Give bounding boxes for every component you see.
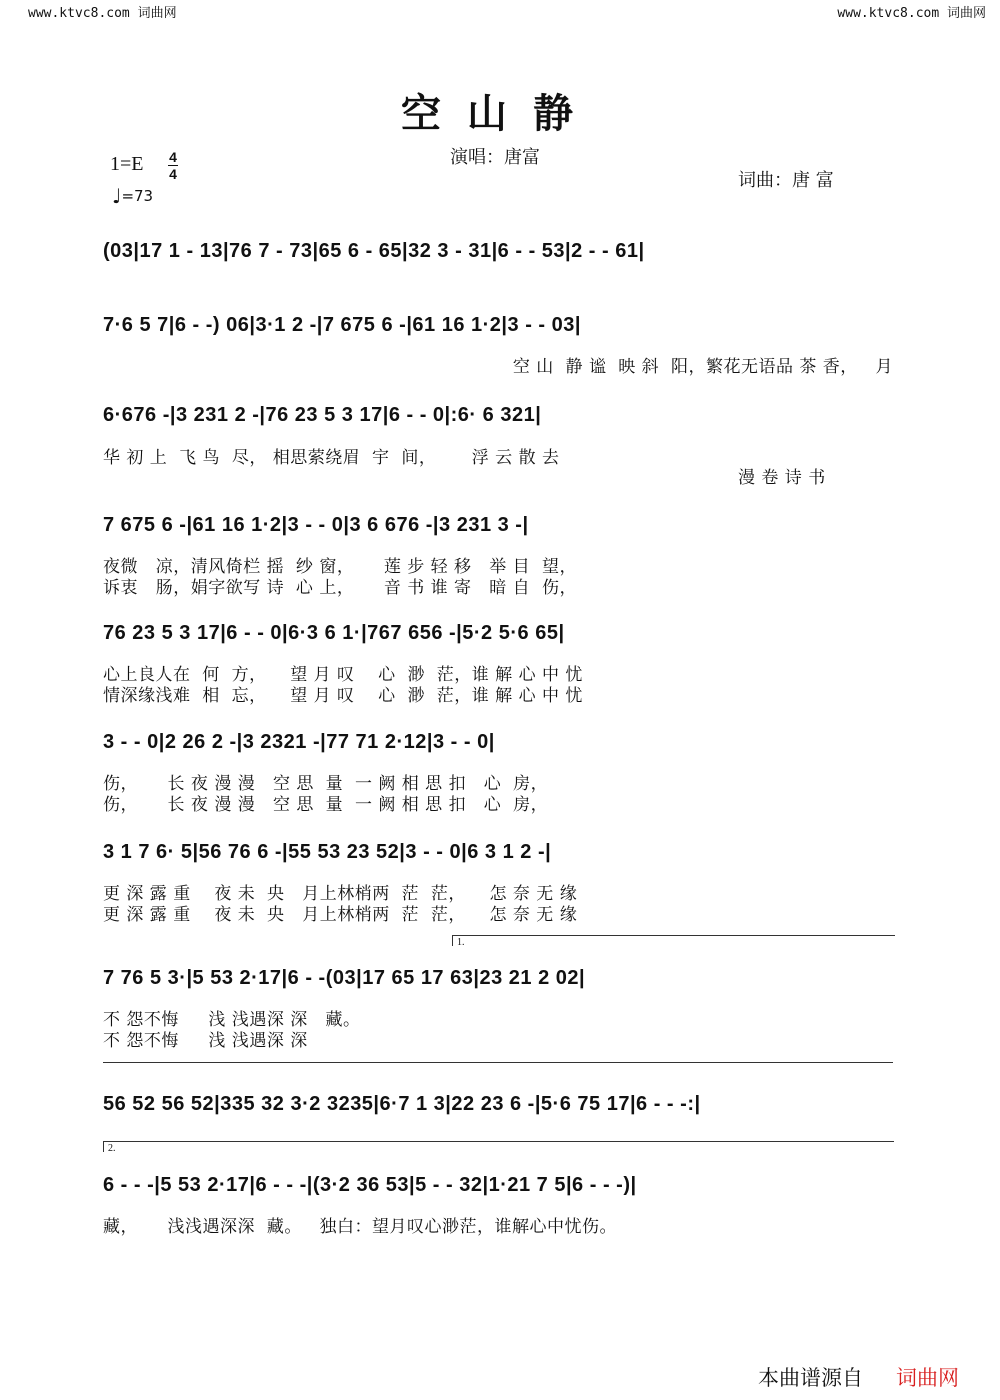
staff-line-4: 7 675 6 -|61 16 1·2|3 - - 0|3 6 676 -|3 231 3 -|	[103, 514, 529, 536]
staff-line-1: (03|17 1 - 13|76 7 - 73|65 6 - 65|32 3 - 31|6 - - 53|2 - - 61|	[103, 240, 645, 262]
staff-line-3: 6·676 -|3 231 2 -|76 23 5 3 17|6 - - 0|:6· 6 321|	[103, 404, 542, 426]
watermark-left: www.ktvc8.com 词曲网	[28, 6, 177, 21]
staff-line-9: 56 52 56 52|335 32 3·2 3235|6·7 1 3|22 23 6 -|5·6 75 17|6 - - -:|	[103, 1093, 701, 1115]
staff-line-6: 3 - - 0|2 26 2 -|3 2321 -|77 71 2·12|3 - - 0|	[103, 731, 495, 753]
song-title: 空山静	[401, 90, 599, 137]
lyric-line-3-verse-2: 漫 卷 诗 书	[738, 468, 826, 488]
lyric-line-4-verse-1: 夜微 凉，清风倚栏 摇 纱 窗， 莲 步 轻 移 举 目 望，	[103, 557, 577, 577]
staff-line-5: 76 23 5 3 17|6 - - 0|6·3 6 1·|767 656 -|5·2 5·6 65|	[103, 622, 565, 644]
volta-first-label: 1.	[457, 937, 465, 948]
staff-line-10: 6 - - -|5 53 2·17|6 - - -|(3·2 36 53|5 - - 32|1·21 7 5|6 - - -)|	[103, 1174, 637, 1196]
lyric-line-4-verse-2: 诉衷 肠，娟字欲写 诗 心 上， 音 书 谁 寄 暗 自 伤，	[103, 578, 577, 598]
lyric-line-3-verse-1: 华 初 上 飞 鸟 尽， 相思萦绕眉 宇 间， 浮 云 散 去	[103, 448, 560, 468]
lyric-line-5-verse-1: 心上良人在 何 方， 望 月 叹 心 渺 茫，谁 解 心 中 忧	[103, 665, 583, 685]
staff-line-8: 7 76 5 3·|5 53 2·17|6 - -(03|17 65 17 63|23 21 2 02|	[103, 967, 586, 989]
singer-credit: 演唱：唐富	[450, 147, 540, 168]
footer-source-text: 本曲谱源自	[758, 1366, 863, 1390]
lyric-line-2-verse-1: 空 山 静 谧 映 斜 阳，繁花无语品 茶 香， 月	[512, 357, 893, 377]
volta-bracket-first	[452, 935, 895, 946]
watermark-right: www.ktvc8.com 词曲网	[837, 6, 986, 21]
lyric-line-5-verse-2: 情深缘浅难 相 忘， 望 月 叹 心 渺 茫，谁 解 心 中 忧	[103, 686, 583, 706]
tempo-value: =73	[121, 187, 154, 205]
lyric-line-7-verse-2: 更 深 露 重 夜 未 央 月上林梢两 茫 茫， 怎 奈 无 缘	[103, 905, 578, 925]
volta-bracket-second	[103, 1141, 894, 1152]
lyric-line-6-verse-1: 伤， 长 夜 漫 漫 空 思 量 一 阙 相 思 扣 心 房，	[103, 774, 549, 794]
composer-credit: 词曲：唐 富	[738, 170, 834, 191]
footer-brand-link[interactable]: 词曲网	[896, 1366, 959, 1390]
staff-line-7: 3 1 7 6· 5|56 76 6 -|55 53 23 52|3 - - 0|6 3 1 2 -|	[103, 841, 552, 863]
time-signature-bottom: 4	[169, 166, 177, 182]
key-signature: 1=E	[110, 153, 144, 175]
tempo-marking	[112, 184, 153, 208]
lyric-line-6-verse-2: 伤， 长 夜 漫 漫 空 思 量 一 阙 相 思 扣 心 房，	[103, 795, 549, 815]
lyric-line-7-verse-1: 更 深 露 重 夜 未 央 月上林梢两 茫 茫， 怎 奈 无 缘	[103, 884, 578, 904]
time-signature	[168, 150, 178, 181]
lyric-line-10-verse-1: 藏， 浅浅遇深深 藏。 独白：望月叹心渺茫，谁解心中忧伤。	[103, 1217, 618, 1237]
lyric-line-8-verse-1: 不 怨不悔 浅 浅遇深 深 藏。	[103, 1010, 361, 1030]
staff-line-2: 7·6 5 7|6 - -) 06|3·1 2 -|7 675 6 -|61 16 1·2|3 - - 03|	[103, 314, 581, 336]
volta-bracket-first-continued	[103, 1062, 893, 1073]
quarter-note-icon: ♩	[112, 184, 122, 208]
volta-second-label: 2.	[108, 1143, 116, 1154]
time-signature-top: 4	[169, 149, 177, 165]
lyric-line-8-verse-2: 不 怨不悔 浅 浅遇深 深	[103, 1031, 308, 1051]
